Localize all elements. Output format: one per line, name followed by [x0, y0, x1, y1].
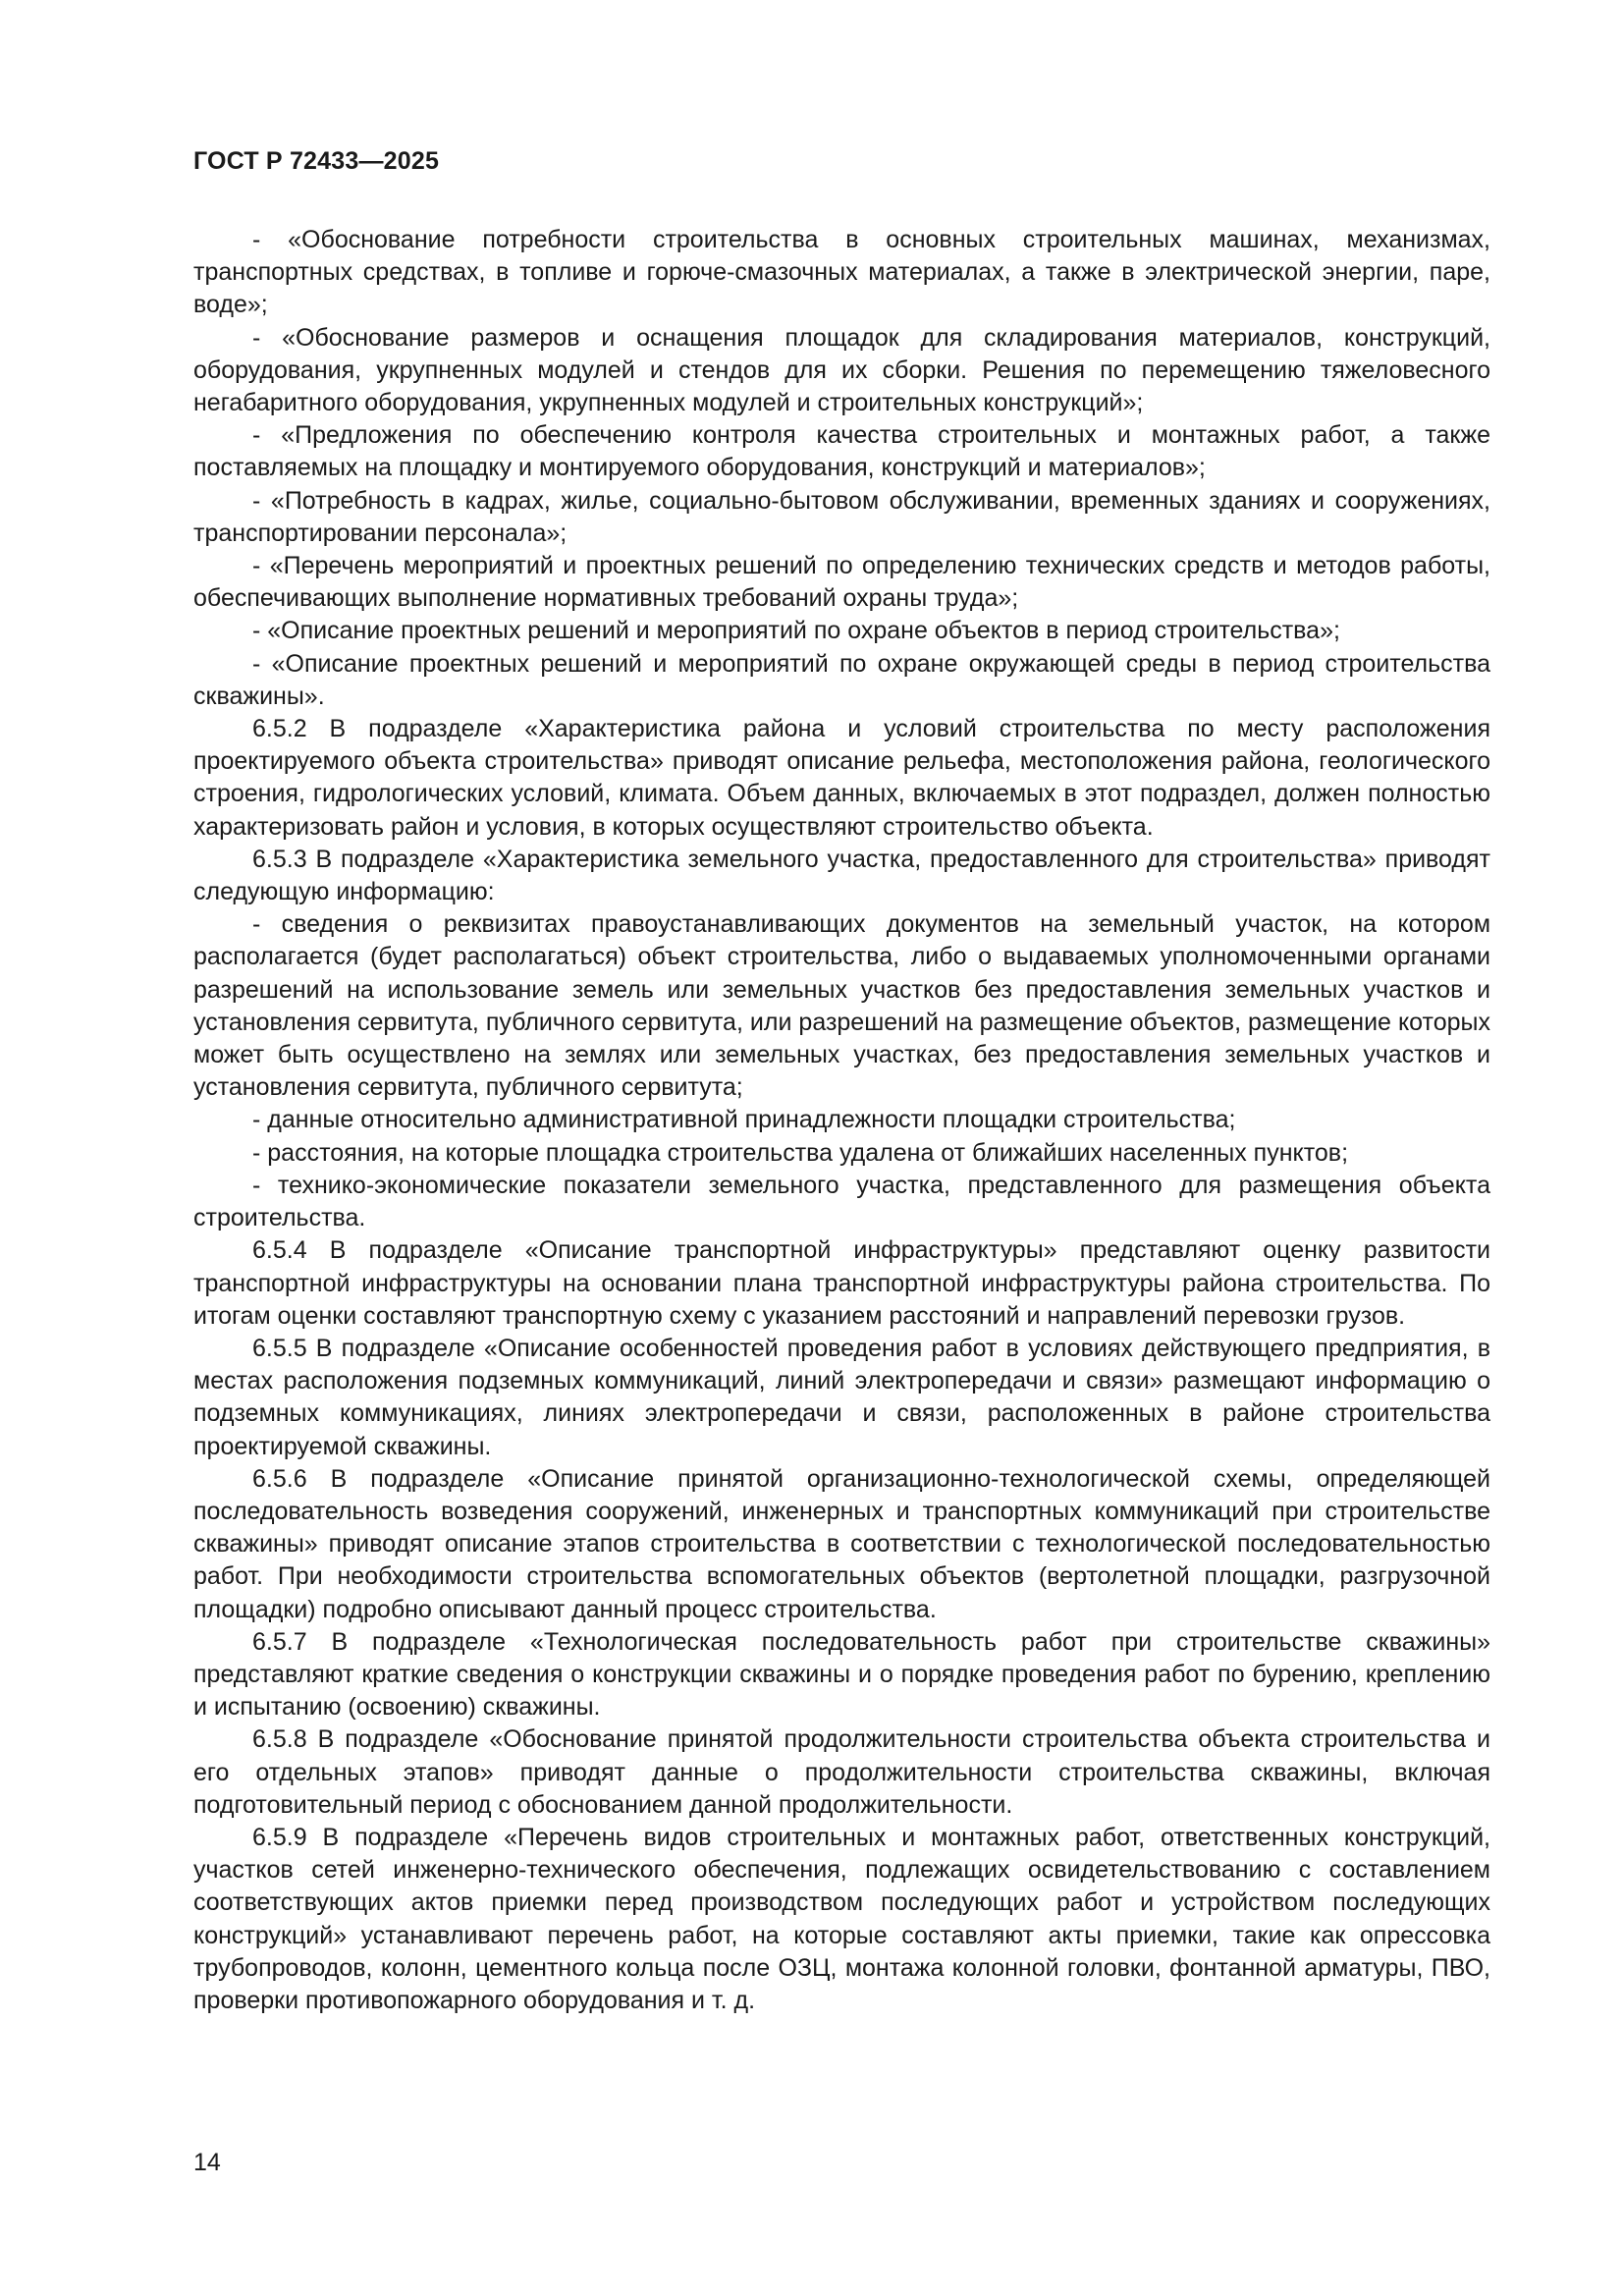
paragraph: - «Перечень мероприятий и проектных решений по определению технических средств и методов работы, обеспечивающих выполнение нормативных требований охраны труда»; [193, 552, 1490, 613]
paragraph: - «Обоснование потребности строительства в основных строительных машинах, механизмах, транспортных средствах, в топливе и горюче-смазочных материалах, а также в электрической энергии, паре, воде»; [193, 226, 1490, 319]
section-6-5-4: 6.5.4 В подразделе «Описание транспортной инфраструктуры» представляют оценку развитости транспортной инфраструктуры на основании плана транспортной инфраструктуры района строительства. По итогам оценки составляют транспортную схему с указанием расстояний и направлений перевозки грузов. [193, 1236, 1490, 1330]
section-6-5-9: 6.5.9 В подразделе «Перечень видов строительных и монтажных работ, ответственных конструкций, участков сетей инженерно-технического обеспечения, подлежащих освидетельствованию с составлением соответствующих актов приемки перед производством последующих работ и устройством последующих конструкций» устанавливают перечень работ, на которые составляют акты приемки, такие как опрессовка трубопроводов, колонн, цементного кольца после ОЗЦ, монтажа колонной головки, фонтанной арматуры, ПВО, проверки противопожарного оборудования и т. д. [193, 1823, 1490, 2014]
section-6-5-8: 6.5.8 В подразделе «Обоснование принятой продолжительности строительства объекта строительства и его отдельных этапов» приводят данные о продолжительности строительства скважины, включая подготовительный период с обоснованием данной продолжительности. [193, 1725, 1490, 1819]
page-number: 14 [193, 2149, 221, 2176]
paragraph: - «Потребность в кадрах, жилье, социально-бытовом обслуживании, временных зданиях и сооружениях, транспортировании персонала»; [193, 486, 1490, 547]
section-6-5-2: 6.5.2 В подразделе «Характеристика района и условий строительства по месту расположения проектируемого объекта строительства» приводят описание рельефа, местоположения района, геологического строения, гидрологических условий, климата. Объем данных, включаемых в этот подраздел, должен полностью характеризовать район и условия, в которых осуществляют строительство объекта. [193, 715, 1490, 841]
paragraph: - расстояния, на которые площадка строительства удалена от ближайших населенных пунктов; [252, 1138, 1349, 1167]
document-body [193, 224, 1490, 2017]
paragraph: - сведения о реквизитах правоустанавливающих документов на земельный участок, на котором располагается (будет располагаться) объект строительства, либо о выдаваемых уполномоченными органами разрешений на использование земель или земельных участков без предоставления земельных участков и установления сервитута, публичного сервитута, или разрешений на размещение объектов, размещение которых может быть осуществлено на землях или земельных участках, без предоставления земельных участков и установления сервитута, публичного сервитута; [193, 910, 1490, 1102]
paragraph: - «Обоснование размеров и оснащения площадок для складирования материалов, конструкций, оборудования, укрупненных модулей и стендов для их сборки. Решения по перемещению тяжеловесного негабаритного оборудования, укрупненных модулей и строительных конструкций»; [193, 323, 1490, 417]
paragraph: - «Описание проектных решений и мероприятий по охране объектов в период строительства»; [252, 617, 1340, 645]
section-6-5-5: 6.5.5 В подразделе «Описание особенностей проведения работ в условиях действующего предприятия, в местах расположения подземных коммуникаций, линий электропередачи и связи» размещают информацию о подземных коммуникациях, линиях электропередачи и связи, расположенных в районе строительства проектируемой скважины. [193, 1334, 1490, 1460]
section-6-5-7: 6.5.7 В подразделе «Технологическая последовательность работ при строительстве скважины» представляют краткие сведения о конструкции скважины и о порядке проведения работ по бурению, креплению и испытанию (освоению) скважины. [193, 1627, 1490, 1722]
section-6-5-3: 6.5.3 В подразделе «Характеристика земельного участка, предоставленного для строительства» приводят следующую информацию: [193, 845, 1490, 906]
paragraph: - «Предложения по обеспечению контроля качества строительных и монтажных работ, а также поставляемых на площадку и монтируемого оборудования, конструкций и материалов»; [193, 421, 1490, 482]
paragraph: - «Описание проектных решений и мероприятий по охране окружающей среды в период строительства скважины». [193, 649, 1490, 710]
section-6-5-6: 6.5.6 В подразделе «Описание принятой организационно-технологической схемы, определяющей последовательность возведения сооружений, инженерных и транспортных коммуникаций при строительстве скважины» приводят описание этапов строительства в соответствии с технологической последовательностью работ. При необходимости строительства вспомогательных объектов (вертолетной площадки, разгрузочной площадки) подробно описывают данный процесс строительства. [193, 1464, 1490, 1623]
paragraph: - технико-экономические показатели земельного участка, представленного для размещения объекта строительства. [193, 1171, 1490, 1232]
standard-code-header: ГОСТ Р 72433—2025 [193, 147, 440, 175]
paragraph: - данные относительно административной принадлежности площадки строительства; [252, 1106, 1236, 1134]
